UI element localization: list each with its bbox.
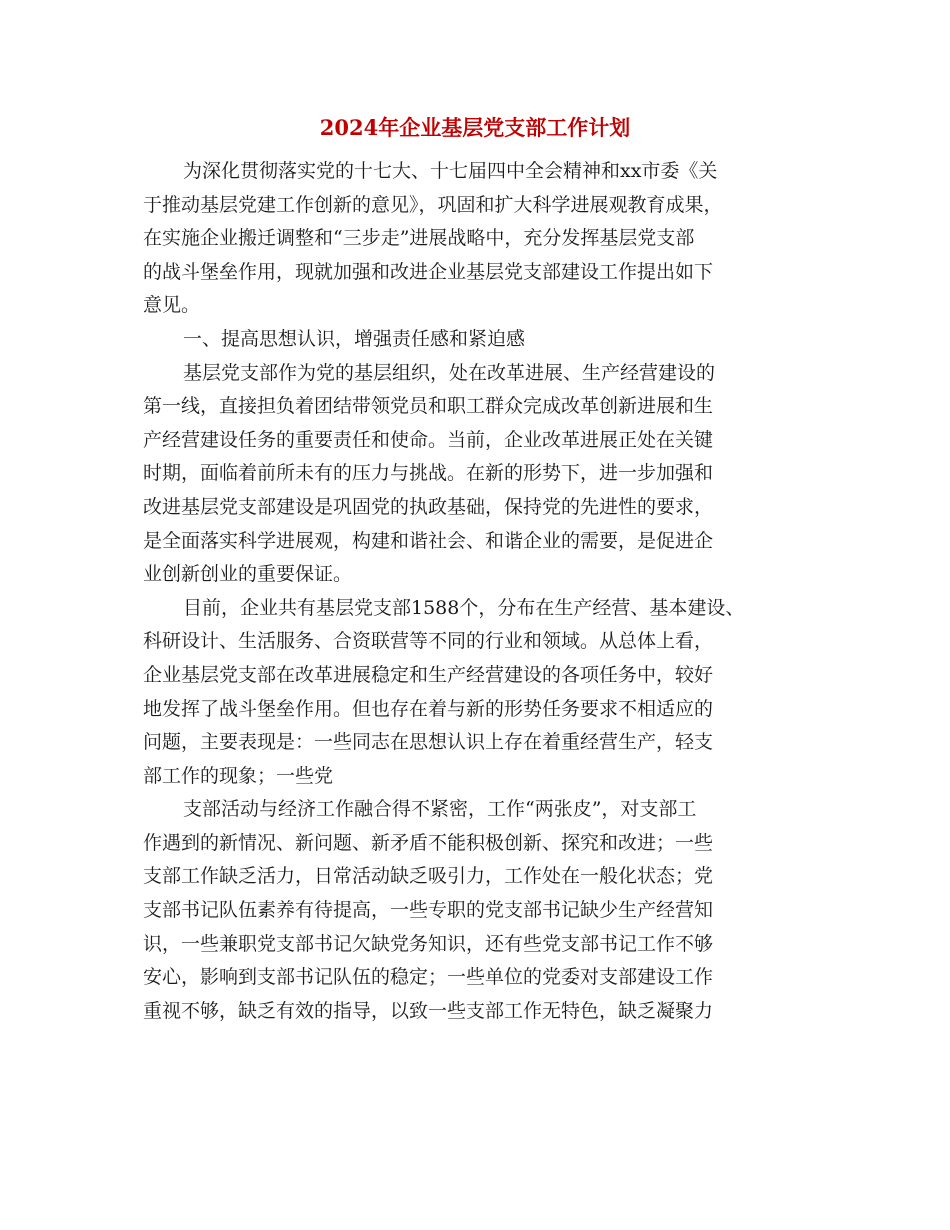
text-line: 是全面落实科学进展观，构建和谐社会、和谐企业的需要，是促进企: [143, 529, 714, 552]
text-line: 基层党支部作为党的基层组织，处在改革进展、生产经营建设的: [183, 361, 716, 384]
paragraph-current-status: [143, 592, 793, 794]
document-body: [143, 155, 793, 1028]
text-line: 作遇到的新情况、新问题、新矛盾不能积极创新、探究和改进；一些: [143, 831, 714, 854]
text-line: 一、提高思想认识，增强责任感和紧迫感: [183, 327, 526, 350]
paragraph-intro: [143, 155, 793, 323]
text-line: 意见。: [143, 294, 201, 317]
text-line: 时期，面临着前所未有的压力与挑战。在新的形势下，进一步加强和: [143, 462, 714, 485]
text-line: 为深化贯彻落实党的十七大、十七届四中全会精神和xx市委《关: [183, 160, 718, 182]
text-line: 重视不够，缺乏有效的指导，以致一些支部工作无特色，缺乏凝聚力: [143, 999, 714, 1022]
text-line: 支部书记队伍素养有待提高，一些专职的党支部书记缺少生产经营知: [143, 899, 714, 922]
text-line: 目前，企业共有基层党支部1588个，分布在生产经营、基本建设、: [183, 596, 745, 619]
text-line: 科研设计、生活服务、合资联营等不同的行业和领域。从总体上看，: [143, 630, 714, 653]
text-line: 在实施企业搬迁调整和“三步走”进展战略中，充分发挥基层党支部: [143, 227, 695, 250]
text-line: 企业基层党支部在改革进展稳定和生产经营建设的各项任务中，较好: [143, 663, 714, 686]
text-line: 地发挥了战斗堡垒作用。但也存在着与新的形势任务要求不相适应的: [143, 697, 714, 720]
text-line: 于推动基层党建工作创新的意见》，巩固和扩大科学进展观教育成果，: [143, 193, 723, 216]
text-line: 的战斗堡垒作用，现就加强和改进企业基层党支部建设工作提出如下: [143, 260, 714, 283]
paragraph-problems: [143, 793, 793, 1028]
paragraph-importance: [143, 357, 793, 592]
text-line: 支部工作缺乏活力，日常活动缺乏吸引力，工作处在一般化状态；党: [143, 865, 714, 888]
text-line: 安心，影响到支部书记队伍的稳定；一些单位的党委对支部建设工作: [143, 966, 714, 989]
section-heading: [143, 323, 793, 357]
text-line: 改进基层党支部建设是巩固党的执政基础，保持党的先进性的要求，: [143, 495, 714, 518]
text-line: 业创新创业的重要保证。: [143, 563, 353, 586]
text-line: 第一线，直接担负着团结带领党员和职工群众完成改革创新进展和生: [143, 395, 714, 418]
text-line: 问题，主要表现是：一些同志在思想认识上存在着重经营生产，轻支: [143, 731, 714, 754]
text-line: 识，一些兼职党支部书记欠缺党务知识，还有些党支部书记工作不够: [143, 932, 714, 955]
text-line: 产经营建设任务的重要责任和使命。当前，企业改革进展正处在关键: [143, 428, 714, 451]
document-title: 2024年企业基层党支部工作计划: [319, 115, 631, 140]
text-line: 部工作的现象；一些党: [143, 764, 334, 787]
text-line: 支部活动与经济工作融合得不紧密，工作“两张皮”，对支部工: [183, 798, 697, 821]
